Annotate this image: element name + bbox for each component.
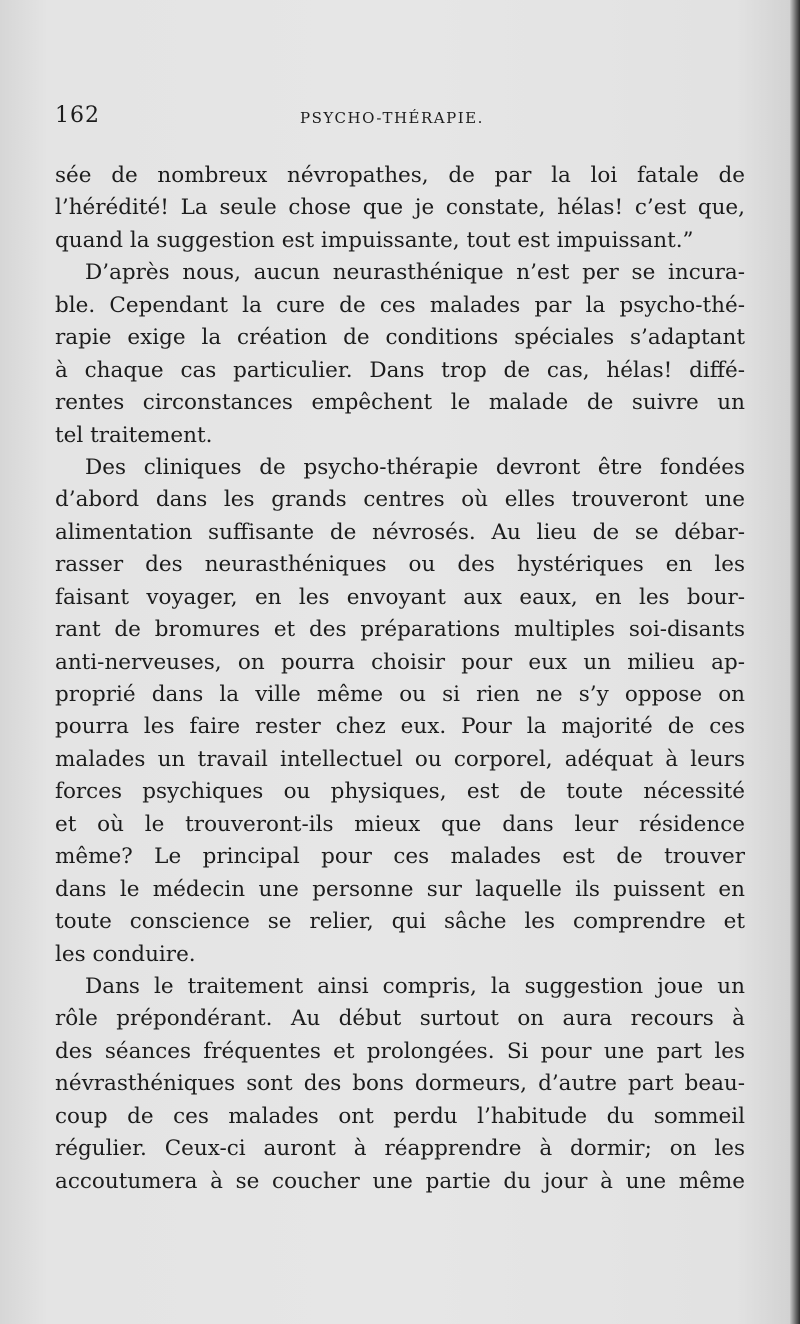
page-header [55, 103, 745, 137]
text-line: rentes circonstances empêchent le malade de suivre un [55, 390, 745, 416]
text-line: Des cliniques de psycho-thérapie devront être fondées [85, 454, 745, 480]
page-number: 162 [55, 103, 100, 128]
text-line: anti-nerveuses, on pourra choisir pour eux un milieu ap- [55, 649, 745, 675]
text-line: pourra les faire rester chez eux. Pour la majorité de ces [55, 714, 745, 740]
text-line: des séances fréquentes et prolongées. Si pour une part les [55, 1038, 745, 1064]
text-line: D’après nous, aucun neurasthénique n’est per se incura- [85, 260, 745, 286]
body-text [55, 160, 745, 1198]
text-line: alimentation suffisante de névrosés. Au lieu de se débar- [55, 519, 745, 545]
text-line: rant de bromures et des préparations multiples soi-disants [55, 617, 745, 643]
text-line: à chaque cas particulier. Dans trop de cas, hélas! diffé- [55, 357, 745, 383]
text-line: régulier. Ceux-ci auront à réapprendre à dormir; on les [55, 1136, 745, 1162]
running-title: PSYCHO-THÉRAPIE. [300, 109, 484, 127]
text-line: ble. Cependant la cure de ces malades par la psycho-thé- [55, 292, 745, 318]
text-line: rasser des neurasthéniques ou des hystériques en les [55, 552, 745, 578]
text-line: les conduire. [55, 941, 196, 967]
text-line: même? Le principal pour ces malades est de trouver [55, 844, 745, 870]
text-line: Dans le traitement ainsi compris, la suggestion joue un [85, 973, 745, 999]
text-line: faisant voyager, en les envoyant aux eaux, en les bour- [55, 584, 745, 610]
text-line: forces psychiques ou physiques, est de toute nécessité [55, 779, 745, 805]
text-line: névrasthéniques sont des bons dormeurs, d’autre part beau- [55, 1071, 745, 1097]
text-line: accoutumera à se coucher une partie du jour à une même [55, 1168, 745, 1194]
text-line: quand la suggestion est impuissante, tout est impuissant.” [55, 227, 694, 253]
text-line: proprié dans la ville même ou si rien ne s’y oppose on [55, 682, 745, 707]
page-edge-shadow [790, 0, 800, 1324]
text-line: toute conscience se relier, qui sâche les comprendre et [55, 909, 745, 935]
text-line: et où le trouveront-ils mieux que dans leur résidence [55, 811, 745, 837]
text-line: l’hérédité! La seule chose que je constate, hélas! c’est que, [55, 195, 745, 221]
text-line: coup de ces malades ont perdu l’habitude du sommeil [55, 1103, 745, 1129]
text-line: tel traitement. [55, 422, 213, 448]
text-line: dans le médecin une personne sur laquelle ils puissent en [55, 876, 745, 902]
text-line: sée de nombreux névropathes, de par la loi fatale de [55, 163, 745, 188]
text-line: rapie exige la création de conditions spéciales s’adaptant [55, 325, 745, 351]
text-line: d’abord dans les grands centres où elles trouveront une [55, 487, 745, 513]
text-line: malades un travail intellectuel ou corporel, adéquat à leurs [55, 746, 745, 772]
text-line: rôle prépondérant. Au début surtout on aura recours à [55, 1006, 745, 1032]
